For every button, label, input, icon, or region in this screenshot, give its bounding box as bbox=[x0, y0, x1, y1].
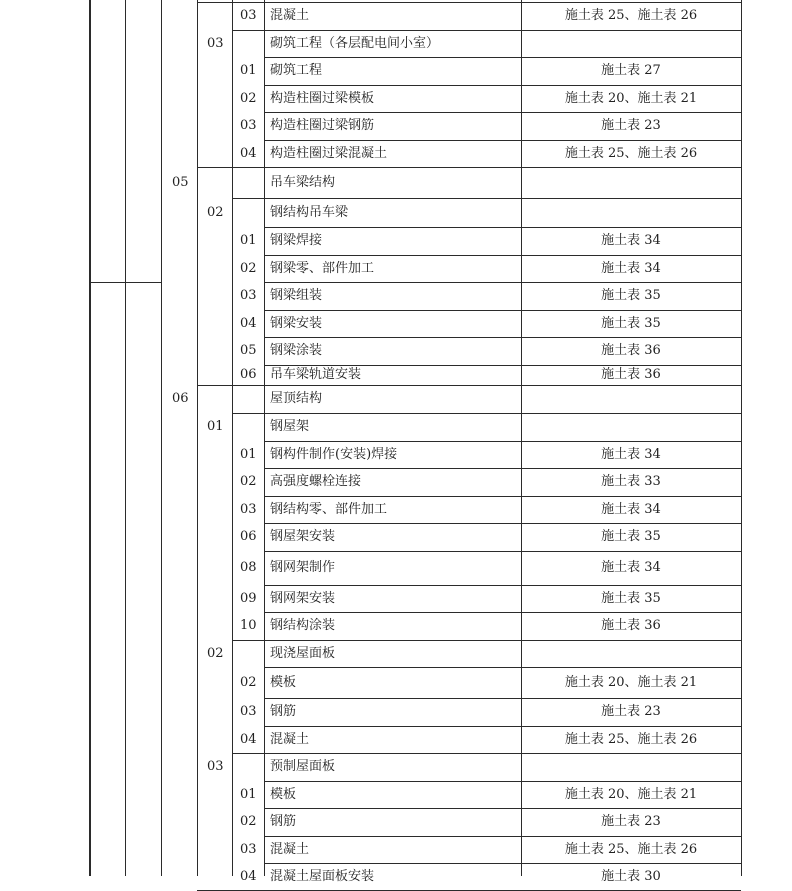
item-name: 钢梁涂装 bbox=[270, 343, 323, 358]
row-divider bbox=[264, 698, 741, 699]
item-name: 钢梁安装 bbox=[270, 316, 323, 331]
item-code: 02 bbox=[240, 474, 257, 489]
row-divider bbox=[264, 726, 741, 727]
item-reference: 施土表 34 bbox=[601, 560, 661, 575]
item-name: 现浇屋面板 bbox=[270, 646, 336, 661]
item-name: 钢构件制作(安装)焊接 bbox=[270, 447, 398, 462]
grid-group-separator bbox=[90, 282, 161, 283]
item-code: 09 bbox=[240, 591, 257, 606]
item-reference: 施土表 25、施土表 26 bbox=[564, 8, 698, 23]
row-divider bbox=[264, 227, 741, 228]
row-divider bbox=[264, 863, 741, 864]
item-name: 钢筋 bbox=[270, 814, 297, 829]
item-reference: 施土表 25、施土表 26 bbox=[564, 842, 698, 857]
row-divider bbox=[264, 612, 741, 613]
row-divider bbox=[264, 836, 741, 837]
item-code: 02 bbox=[240, 91, 257, 106]
item-code: 03 bbox=[240, 842, 257, 857]
item-reference: 施土表 25、施土表 26 bbox=[564, 146, 698, 161]
item-code: 02 bbox=[240, 814, 257, 829]
item-name: 钢梁焊接 bbox=[270, 233, 323, 248]
row-divider bbox=[232, 413, 741, 414]
row-divider bbox=[264, 585, 741, 586]
grid-vline-2 bbox=[161, 0, 162, 876]
item-reference: 施土表 33 bbox=[601, 474, 661, 489]
item-name: 钢网架安装 bbox=[270, 591, 336, 606]
row-divider bbox=[197, 167, 741, 168]
item-reference: 施土表 25、施土表 26 bbox=[564, 732, 698, 747]
item-code: 03 bbox=[240, 288, 257, 303]
row-divider bbox=[264, 551, 741, 552]
item-name: 混凝土 bbox=[270, 732, 310, 747]
row-divider bbox=[264, 282, 741, 283]
item-reference: 施土表 36 bbox=[601, 343, 661, 358]
item-reference: 施土表 34 bbox=[601, 233, 661, 248]
row-divider bbox=[264, 365, 741, 366]
item-reference: 施土表 35 bbox=[601, 288, 661, 303]
item-name: 构造柱圈过梁模板 bbox=[270, 91, 375, 106]
item-code: 04 bbox=[240, 316, 257, 331]
grid-vline-4 bbox=[232, 0, 233, 876]
item-reference: 施土表 34 bbox=[601, 502, 661, 517]
item-code: 01 bbox=[207, 419, 224, 434]
item-reference: 施土表 36 bbox=[601, 618, 661, 633]
grid-vline-5 bbox=[264, 0, 265, 876]
item-name: 钢梁零、部件加工 bbox=[270, 261, 375, 276]
row-divider bbox=[264, 667, 741, 668]
item-code: 01 bbox=[240, 233, 257, 248]
item-name: 构造柱圈过梁混凝土 bbox=[270, 146, 388, 161]
item-reference: 施土表 35 bbox=[601, 591, 661, 606]
item-code: 03 bbox=[240, 704, 257, 719]
item-reference: 施土表 23 bbox=[601, 814, 661, 829]
row-divider bbox=[264, 57, 741, 58]
item-name: 钢屋架 bbox=[270, 419, 310, 434]
item-code: 04 bbox=[240, 869, 257, 884]
item-name: 钢梁组装 bbox=[270, 288, 323, 303]
item-name: 吊车梁轨道安装 bbox=[270, 367, 362, 382]
item-name: 砌筑工程 bbox=[270, 63, 323, 78]
row-divider bbox=[264, 441, 741, 442]
item-code: 01 bbox=[240, 63, 257, 78]
item-code: 02 bbox=[240, 675, 257, 690]
item-code: 02 bbox=[240, 261, 257, 276]
item-code: 01 bbox=[240, 447, 257, 462]
item-name: 钢屋架安装 bbox=[270, 529, 336, 544]
item-name: 预制屋面板 bbox=[270, 759, 336, 774]
item-code: 01 bbox=[240, 787, 257, 802]
item-code: 05 bbox=[172, 175, 189, 190]
row-divider bbox=[264, 496, 741, 497]
row-divider bbox=[264, 781, 741, 782]
item-name: 砌筑工程（各层配电间小室） bbox=[270, 36, 440, 51]
row-divider bbox=[232, 30, 741, 31]
item-code: 03 bbox=[240, 118, 257, 133]
item-reference: 施土表 35 bbox=[601, 316, 661, 331]
item-code: 06 bbox=[240, 367, 257, 382]
item-reference: 施土表 23 bbox=[601, 704, 661, 719]
grid-vline-outer bbox=[89, 0, 90, 876]
row-divider bbox=[264, 310, 741, 311]
row-divider bbox=[232, 640, 741, 641]
row-divider bbox=[264, 140, 741, 141]
row-divider bbox=[197, 385, 741, 386]
grid-vline-3 bbox=[197, 0, 198, 876]
item-reference: 施土表 23 bbox=[601, 118, 661, 133]
item-code: 08 bbox=[240, 560, 257, 575]
item-name: 钢网架制作 bbox=[270, 560, 336, 575]
row-divider bbox=[264, 85, 741, 86]
item-name: 钢结构零、部件加工 bbox=[270, 502, 388, 517]
item-reference: 施土表 27 bbox=[601, 63, 661, 78]
item-code: 03 bbox=[240, 8, 257, 23]
grid-vline-1 bbox=[125, 0, 126, 876]
item-name: 钢筋 bbox=[270, 704, 297, 719]
item-code: 10 bbox=[240, 618, 257, 633]
row-divider bbox=[264, 468, 741, 469]
item-reference: 施土表 20、施土表 21 bbox=[564, 675, 698, 690]
item-code: 04 bbox=[240, 146, 257, 161]
row-divider bbox=[232, 198, 741, 199]
row-divider bbox=[232, 753, 741, 754]
item-code: 02 bbox=[207, 646, 224, 661]
item-reference: 施土表 30 bbox=[601, 869, 661, 884]
item-code: 03 bbox=[240, 502, 257, 517]
item-name: 屋顶结构 bbox=[270, 391, 323, 406]
row-divider bbox=[264, 255, 741, 256]
item-code: 03 bbox=[207, 36, 224, 51]
item-name: 混凝土屋面板安装 bbox=[270, 869, 375, 884]
item-name: 钢结构吊车梁 bbox=[270, 205, 349, 220]
item-name: 钢结构涂装 bbox=[270, 618, 336, 633]
item-reference: 施土表 36 bbox=[601, 367, 661, 382]
item-reference: 施土表 35 bbox=[601, 529, 661, 544]
row-divider bbox=[264, 112, 741, 113]
item-reference: 施土表 34 bbox=[601, 447, 661, 462]
item-reference: 施土表 34 bbox=[601, 261, 661, 276]
row-divider bbox=[264, 523, 741, 524]
item-name: 构造柱圈过梁钢筋 bbox=[270, 118, 375, 133]
item-code: 06 bbox=[172, 391, 189, 406]
item-code: 02 bbox=[207, 205, 224, 220]
item-name: 模板 bbox=[270, 675, 297, 690]
item-name: 高强度螺栓连接 bbox=[270, 474, 362, 489]
item-name: 混凝土 bbox=[270, 8, 310, 23]
row-divider bbox=[264, 337, 741, 338]
item-name: 模板 bbox=[270, 787, 297, 802]
item-name: 混凝土 bbox=[270, 842, 310, 857]
item-reference: 施土表 20、施土表 21 bbox=[564, 787, 698, 802]
grid-top-line bbox=[197, 2, 741, 3]
item-code: 05 bbox=[240, 343, 257, 358]
item-reference: 施土表 20、施土表 21 bbox=[564, 91, 698, 106]
grid-vline-0 bbox=[90, 0, 91, 876]
item-name: 吊车梁结构 bbox=[270, 175, 336, 190]
item-code: 03 bbox=[207, 759, 224, 774]
item-code: 06 bbox=[240, 529, 257, 544]
item-code: 04 bbox=[240, 732, 257, 747]
grid-vline-7 bbox=[741, 0, 742, 876]
row-divider bbox=[264, 808, 741, 809]
